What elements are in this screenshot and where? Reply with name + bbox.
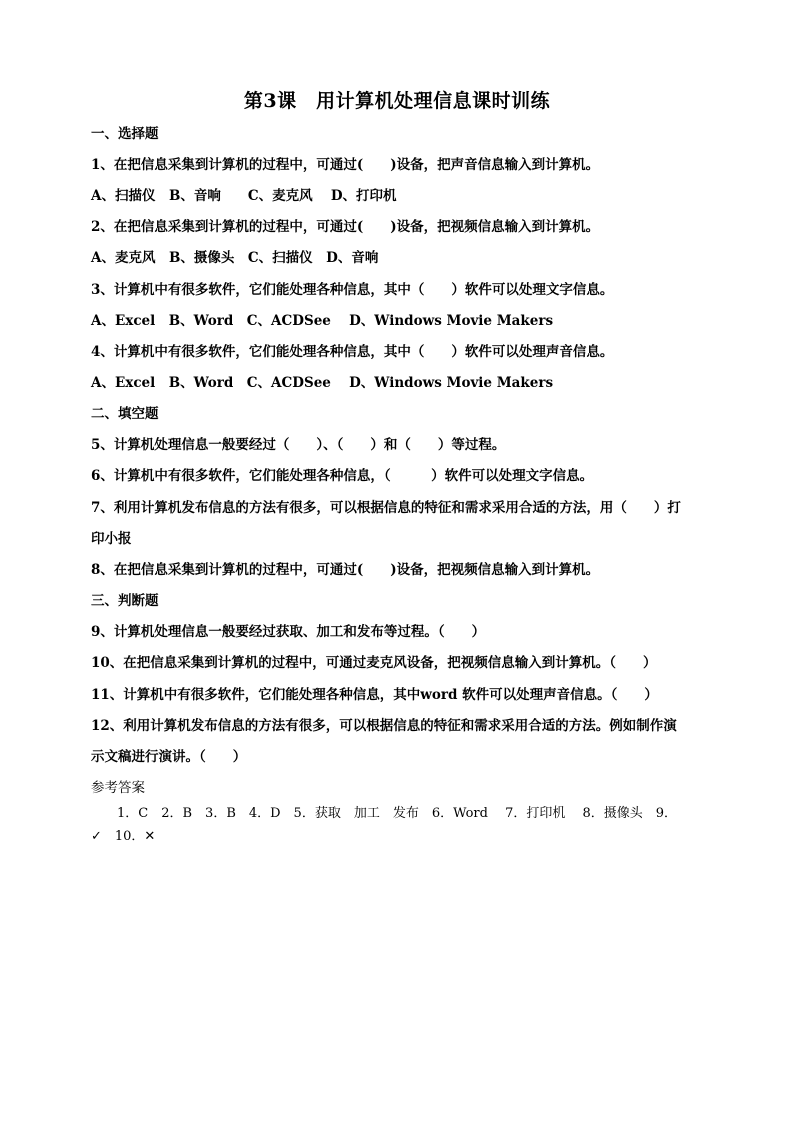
question-12-line-2: 示文稿进行演讲。（ ） <box>91 749 247 765</box>
question-2: 2、在把信息采集到计算机的过程中，可通过( )设备，把视频信息输入到计算机。 <box>91 219 600 235</box>
question-4-options: A、Excel B、Word C、ACDSee D、Windows Movie Makers <box>91 375 554 391</box>
section-heading-fill: 二、填空题 <box>91 406 159 422</box>
answer-key-heading: 参考答案 <box>91 780 145 796</box>
question-3-options: A、Excel B、Word C、ACDSee D、Windows Movie Makers <box>91 313 554 329</box>
answer-key-line-2: ✓ 10．✕ <box>91 829 156 844</box>
question-4: 4、计算机中有很多软件，它们能处理各种信息，其中（ ）软件可以处理声音信息。 <box>91 344 614 360</box>
question-7-line-2: 印小报 <box>91 531 132 547</box>
page-title: 第3课 用计算机处理信息课时训练 <box>243 90 551 112</box>
question-12-line-1: 12、利用计算机发布信息的方法有很多，可以根据信息的特征和需求采用合适的方法。例如制作演 <box>91 718 677 734</box>
question-11: 11、计算机中有很多软件，它们能处理各种信息，其中word 软件可以处理声音信息。（ ） <box>91 687 658 703</box>
question-9: 9、计算机处理信息一般要经过获取、加工和发布等过程。（ ） <box>91 624 486 640</box>
question-2-options: A、麦克风 B、摄像头 C、扫描仪 D、音响 <box>91 250 379 266</box>
section-heading-judge: 三、判断题 <box>91 593 159 609</box>
question-7-line-1: 7、利用计算机发布信息的方法有很多，可以根据信息的特征和需求采用合适的方法，用（ ）打 <box>91 500 681 516</box>
question-3: 3、计算机中有很多软件，它们能处理各种信息，其中（ ）软件可以处理文字信息。 <box>91 282 614 298</box>
question-10: 10、在把信息采集到计算机的过程中，可通过麦克风设备，把视频信息输入到计算机。（ ） <box>91 655 657 671</box>
question-8: 8、在把信息采集到计算机的过程中，可通过( )设备，把视频信息输入到计算机。 <box>91 562 600 578</box>
question-6: 6、计算机中有很多软件，它们能处理各种信息，（ ）软件可以处理文字信息。 <box>91 468 594 484</box>
answer-key-line-1: 1．C 2．B 3．B 4．D 5．获取 加工 发布 6．Word 7．打印机 8．摄像头 9． <box>91 806 678 821</box>
question-1-options: A、扫描仪 B、音响 C、麦克风 D、打印机 <box>91 188 397 204</box>
question-1: 1、在把信息采集到计算机的过程中，可通过( )设备，把声音信息输入到计算机。 <box>91 157 600 173</box>
question-5: 5、计算机处理信息一般要经过（ ）、（ ）和（ ）等过程。 <box>91 437 506 453</box>
section-heading-choice: 一、选择题 <box>91 126 159 142</box>
